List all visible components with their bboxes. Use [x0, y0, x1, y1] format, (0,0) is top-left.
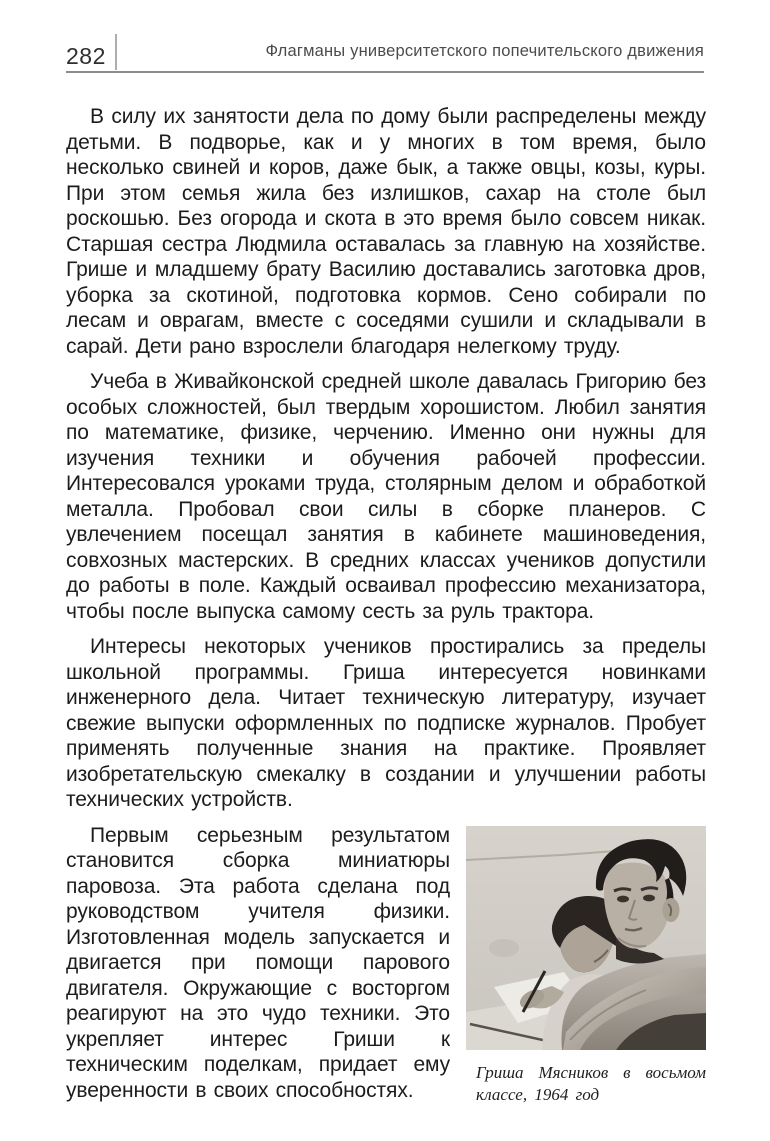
page-body [66, 104, 706, 1106]
figure [466, 826, 706, 1106]
paragraph-4: Первым серьезным результатом становится сборка миниатюры паровоза. Эта работа сделана под руководством учителя физики. Изготовленная модель запускается и двигается при помощи парового двигателя. Окружающие с восторгом реагируют на это чудо техники. Это укрепляет интерес Гриши к техническим поделкам, придает ему уверенности в своих способностях. [66, 823, 450, 1102]
running-header [66, 34, 704, 70]
text-photo-row [66, 823, 706, 1106]
header-divider [115, 34, 117, 70]
paragraph-3: Интересы некоторых учеников простирались за пределы школьной программы. Гриша интересуется новинками инженерного дела. Читает техническую литературу, изучает свежие выпуски оформленных по подписке журналов. Пробует применять полученные знания на практике. Проявляет изобретательскую смекалку в создании и улучшении работы технических устройств. [66, 635, 706, 811]
page-number: 282 [66, 43, 106, 69]
paragraph-2: Учеба в Живайконской средней школе давалась Григорию без особых сложностей, был твердым хорошистом. Любил занятия по математике, физике, черчению. Именно они нужны для изучения техники и обучения рабочей профессии. Интересовался уроками труда, столярным делом и обработкой металла. Пробовал свои силы в сборке планеров. С увлечением посещал занятия в кабинете машиноведения, совхозных мастерских. В средних классах учеников допустили до работы в поле. Каждый осваивал профессию механизатора, чтобы после выпуска самому сесть за руль трактора. [66, 370, 706, 623]
paragraph-1: В силу их занятости дела по дому были распределены между детьми. В подворье, как и у многих в том время, было несколько свиней и коров, даже бык, а также овцы, козы, куры. При этом семья жила без излишков, сахар на столе был роскошью. Без огорода и скота в это время было совсем никак. Старшая сестра Людмила оставалась за главную на хозяйстве. Грише и младшему брату Василию доставались заготовка дров, уборка за скотиной, подготовка кормов. Сено собирали по лесам и оврагам, вместе с соседями сушили и складывали в сарай. Дети рано взрослели благодаря нелегкому труду. [66, 105, 706, 358]
header-rule [66, 71, 704, 73]
running-header-title: Флагманы университетского попечительского движения [265, 41, 704, 60]
classroom-photo [466, 826, 706, 1050]
figure-caption: Гриша Мясников в восьмом классе, 1964 год [476, 1062, 706, 1104]
